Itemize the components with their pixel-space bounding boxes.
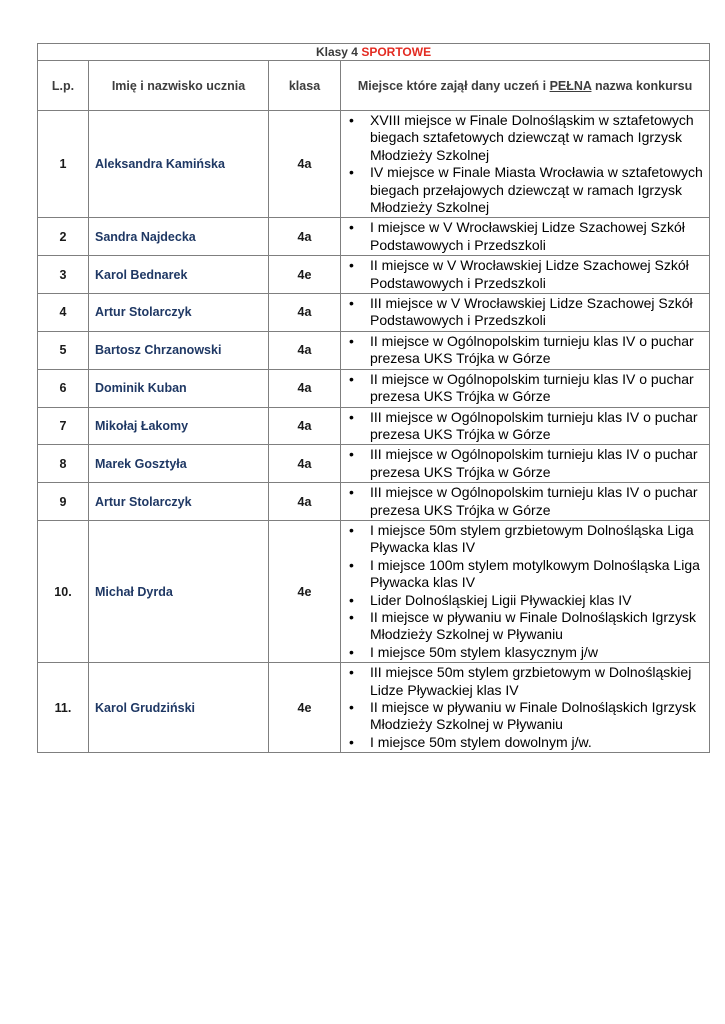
achievement-item xyxy=(346,112,707,164)
achievement-text: II miejsce w pływaniu w Finale Dolnośląskich Igrzysk Młodzieży Szkolnej w Pływaniu xyxy=(370,608,696,643)
bullet-icon: • xyxy=(349,219,354,236)
achievement-item xyxy=(346,484,707,519)
bullet-icon: • xyxy=(349,332,354,349)
table-row xyxy=(38,445,710,483)
row-number: 6 xyxy=(38,369,89,407)
student-class: 4e xyxy=(269,663,341,753)
table-title xyxy=(38,44,710,61)
table-row xyxy=(38,111,710,218)
header-competition-part1: Miejsce które zajął dany uczeń i xyxy=(357,78,550,93)
achievement-item xyxy=(346,664,707,699)
achievement-item xyxy=(346,164,707,216)
table-row xyxy=(38,407,710,445)
student-class: 4a xyxy=(269,331,341,369)
student-name: Dominik Kuban xyxy=(89,369,269,407)
achievements-cell xyxy=(341,294,710,332)
achievements-cell xyxy=(341,520,710,662)
table-body xyxy=(38,111,710,753)
student-class: 4a xyxy=(269,294,341,332)
achievements-cell xyxy=(341,483,710,521)
table-row xyxy=(38,369,710,407)
title-accent: SPORTOWE xyxy=(361,45,432,59)
table-row xyxy=(38,483,710,521)
bullet-icon: • xyxy=(349,733,354,750)
table-row xyxy=(38,331,710,369)
student-name: Bartosz Chrzanowski xyxy=(89,331,269,369)
table-row xyxy=(38,663,710,753)
bullet-icon: • xyxy=(349,112,354,128)
title-prefix: Klasy 4 xyxy=(315,45,358,59)
row-number: 11. xyxy=(38,663,89,753)
achievements-cell xyxy=(341,663,710,753)
achievements-list xyxy=(346,446,707,481)
bullet-icon: • xyxy=(349,446,354,463)
achievement-item xyxy=(346,644,707,661)
student-name: Aleksandra Kamińska xyxy=(89,111,269,218)
table-row xyxy=(38,218,710,256)
bullet-icon: • xyxy=(349,608,354,625)
achievements-list xyxy=(346,333,707,368)
row-number: 10. xyxy=(38,520,89,662)
achievements-cell xyxy=(341,111,710,218)
student-name: Artur Stolarczyk xyxy=(89,483,269,521)
achievement-text: I miejsce 50m stylem klasycznym j/w xyxy=(370,643,598,660)
header-lp: L.p. xyxy=(38,61,89,111)
achievements-list xyxy=(346,219,707,254)
student-name: Sandra Najdecka xyxy=(89,218,269,256)
achievement-text: II miejsce w Ogólnopolskim turnieju klas IV o puchar prezesa UKS Trójka w Górze xyxy=(370,332,694,367)
row-number: 2 xyxy=(38,218,89,256)
achievements-cell xyxy=(341,256,710,294)
achievement-text: III miejsce w Ogólnopolskim turnieju klas IV o puchar prezesa UKS Trójka w Górze xyxy=(370,408,698,442)
achievement-text: I miejsce 50m stylem dowolnym j/w. xyxy=(370,733,592,750)
achievements-list xyxy=(346,409,707,444)
achievements-list xyxy=(346,664,707,751)
achievements-cell xyxy=(341,445,710,483)
achievement-item xyxy=(346,371,707,406)
achievements-list xyxy=(346,522,707,661)
achievement-item xyxy=(346,592,707,609)
achievement-text: I miejsce 50m stylem grzbietowym Dolnośląska Liga Pływacka klas IV xyxy=(370,521,694,556)
header-competition-part2: nazwa konkursu xyxy=(591,78,693,93)
student-class: 4a xyxy=(269,218,341,256)
achievement-text: I miejsce w V Wrocławskiej Lidze Szachowej Szkół Podstawowych i Przedszkoli xyxy=(370,219,685,253)
bullet-icon: • xyxy=(349,484,354,501)
row-number: 9 xyxy=(38,483,89,521)
bullet-icon: • xyxy=(349,664,354,681)
achievement-text: II miejsce w V Wrocławskiej Lidze Szachowej Szkół Podstawowych i Przedszkoli xyxy=(370,257,689,291)
achievement-text: III miejsce w Ogólnopolskim turnieju klas IV o puchar prezesa UKS Trójka w Górze xyxy=(370,446,698,480)
achievement-item xyxy=(346,446,707,481)
student-class: 4a xyxy=(269,369,341,407)
header-competition-underlined: PEŁNA xyxy=(549,78,592,93)
bullet-icon: • xyxy=(349,164,354,181)
student-name: Artur Stolarczyk xyxy=(89,294,269,332)
achievement-item xyxy=(346,257,707,292)
achievements-list xyxy=(346,112,707,216)
student-class: 4e xyxy=(269,520,341,662)
table-row xyxy=(38,256,710,294)
bullet-icon: • xyxy=(349,643,354,660)
achievements-list xyxy=(346,371,707,406)
achievement-item xyxy=(346,409,707,444)
row-number: 1 xyxy=(38,111,89,218)
bullet-icon: • xyxy=(349,257,354,274)
achievements-cell xyxy=(341,331,710,369)
student-class: 4e xyxy=(269,256,341,294)
student-class: 4a xyxy=(269,445,341,483)
achievements-table xyxy=(37,43,710,753)
bullet-icon: • xyxy=(349,295,354,312)
achievement-text: II miejsce w Ogólnopolskim turnieju klas IV o puchar prezesa UKS Trójka w Górze xyxy=(370,370,694,405)
header-class: klasa xyxy=(269,61,341,111)
achievements-cell xyxy=(341,218,710,256)
student-name: Marek Gosztyła xyxy=(89,445,269,483)
header-name: Imię i nazwisko ucznia xyxy=(89,61,269,111)
achievement-item xyxy=(346,333,707,368)
bullet-icon: • xyxy=(349,408,354,425)
achievements-list xyxy=(346,257,707,292)
achievement-text: I miejsce 100m stylem motylkowym Dolnośląska Liga Pływacka klas IV xyxy=(370,556,700,591)
achievement-text: III miejsce w Ogólnopolskim turnieju klas IV o puchar prezesa UKS Trójka w Górze xyxy=(370,484,698,518)
achievement-item xyxy=(346,522,707,557)
achievement-item xyxy=(346,699,707,734)
row-number: 8 xyxy=(38,445,89,483)
table-row xyxy=(38,294,710,332)
bullet-icon: • xyxy=(349,556,354,573)
achievements-list xyxy=(346,295,707,330)
bullet-icon: • xyxy=(349,521,354,538)
achievement-text: III miejsce w V Wrocławskiej Lidze Szachowej Szkół Podstawowych i Przedszkoli xyxy=(370,295,693,329)
student-name: Karol Bednarek xyxy=(89,256,269,294)
achievement-item xyxy=(346,219,707,254)
bullet-icon: • xyxy=(349,370,354,387)
achievement-item xyxy=(346,295,707,330)
row-number: 7 xyxy=(38,407,89,445)
student-class: 4a xyxy=(269,111,341,218)
student-class: 4a xyxy=(269,407,341,445)
achievement-text: Lider Dolnośląskiej Ligii Pływackiej klas IV xyxy=(370,591,632,608)
achievement-text: III miejsce 50m stylem grzbietowym w Dolnośląskiej Lidze Pływackiej klas IV xyxy=(370,664,692,698)
bullet-icon: • xyxy=(349,699,354,715)
achievement-item xyxy=(346,609,707,644)
header-competition xyxy=(341,61,710,111)
bullet-icon: • xyxy=(349,591,354,608)
achievement-item xyxy=(346,557,707,592)
student-name: Karol Grudziński xyxy=(89,663,269,753)
student-name: Michał Dyrda xyxy=(89,520,269,662)
achievement-text: II miejsce w pływaniu w Finale Dolnośląskich Igrzysk Młodzieży Szkolnej w Pływaniu xyxy=(370,699,696,733)
achievement-item xyxy=(346,734,707,751)
row-number: 4 xyxy=(38,294,89,332)
achievement-text: XVIII miejsce w Finale Dolnośląskim w sztafetowych biegach sztafetowych dziewcząt w ramach Igrzysk Młodzieży Szkolnej xyxy=(370,112,694,163)
achievement-text: IV miejsce w Finale Miasta Wrocławia w sztafetowych biegach przełajowych dziewcząt w ramach Igrzysk Młodzieży Szkolnej xyxy=(370,164,703,216)
row-number: 5 xyxy=(38,331,89,369)
student-class: 4a xyxy=(269,483,341,521)
row-number: 3 xyxy=(38,256,89,294)
table-row xyxy=(38,520,710,662)
student-name: Mikołaj Łakomy xyxy=(89,407,269,445)
achievements-cell xyxy=(341,369,710,407)
achievements-list xyxy=(346,484,707,519)
achievements-cell xyxy=(341,407,710,445)
